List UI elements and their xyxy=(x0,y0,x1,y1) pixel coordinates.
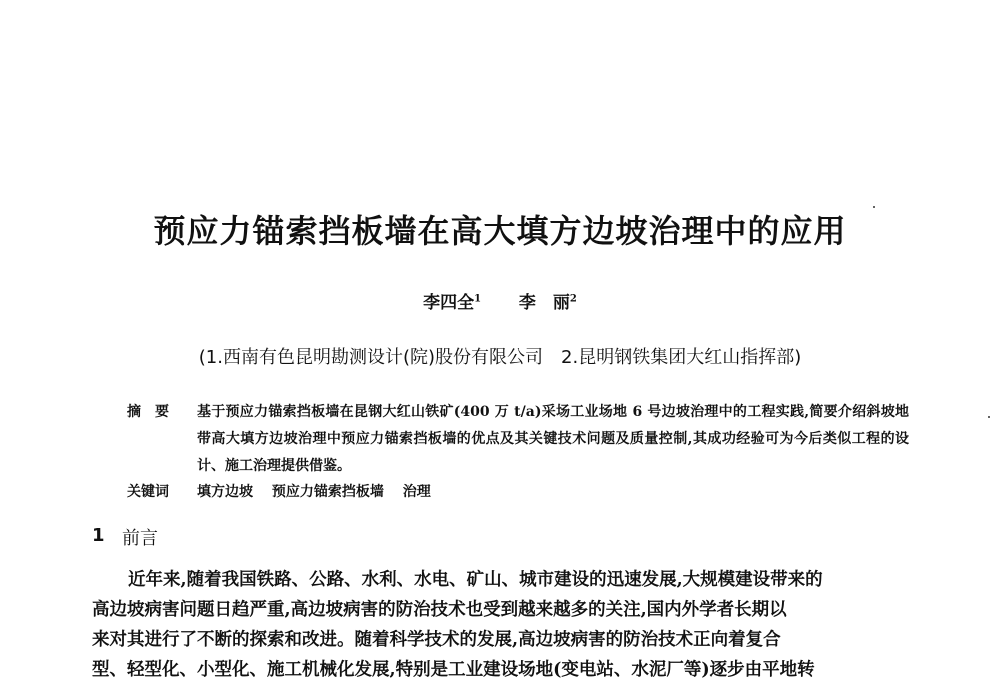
author-line xyxy=(0,288,1000,313)
author-affil-mark: 2 xyxy=(569,293,577,305)
author-name: 李 丽 xyxy=(518,293,570,313)
author-affil-mark: 1 xyxy=(474,293,482,305)
abstract-label: 摘要 xyxy=(127,404,183,420)
section-title: 前言 xyxy=(122,528,158,549)
body-line: 高边坡病害问题日趋严重,高边坡病害的防治技术也受到越来越多的关注,国内外学者长期以 xyxy=(92,600,787,620)
keyword: 填方边坡 xyxy=(197,484,253,500)
body-paragraph xyxy=(92,565,910,685)
section-number: 1 xyxy=(92,525,105,546)
author-name: 李四全 xyxy=(423,293,475,313)
scan-speck xyxy=(873,206,875,208)
body-line: 近年来,随着我国铁路、公路、水利、水电、矿山、城市建设的迅速发展,大规模建设带来的 xyxy=(128,570,823,590)
abstract-text: 基于预应力锚索挡板墙在昆钢大红山铁矿(400 万 t/a)采场工业场地 6 号边坡治理中的工程实践,简要介绍斜坡地带高大填方边坡治理中预应力锚索挡板墙的优点及其关键技术问题及质量控制,其成功经验可为今后类似工程的设计、施工治理提供借鉴。 xyxy=(197,404,909,474)
keywords-list xyxy=(197,481,445,501)
body-line: 型、轻型化、小型化、施工机械化发展,特别是工业建设场地(变电站、水泥厂等)逐步由平地转 xyxy=(92,660,815,680)
scan-speck xyxy=(988,416,990,418)
affiliations: (1.西南有色昆明勘测设计(院)股份有限公司 2.昆明钢铁集团大红山指挥部) xyxy=(198,347,802,368)
paper-title: 预应力锚索挡板墙在高大填方边坡治理中的应用 xyxy=(153,212,847,250)
keyword: 治理 xyxy=(402,484,431,500)
keyword: 预应力锚索挡板墙 xyxy=(271,484,384,500)
keywords-label: 关键词 xyxy=(127,484,169,500)
body-line: 来对其进行了不断的探索和改进。随着科学技术的发展,高边坡病害的防治技术正向着复合 xyxy=(92,630,781,650)
